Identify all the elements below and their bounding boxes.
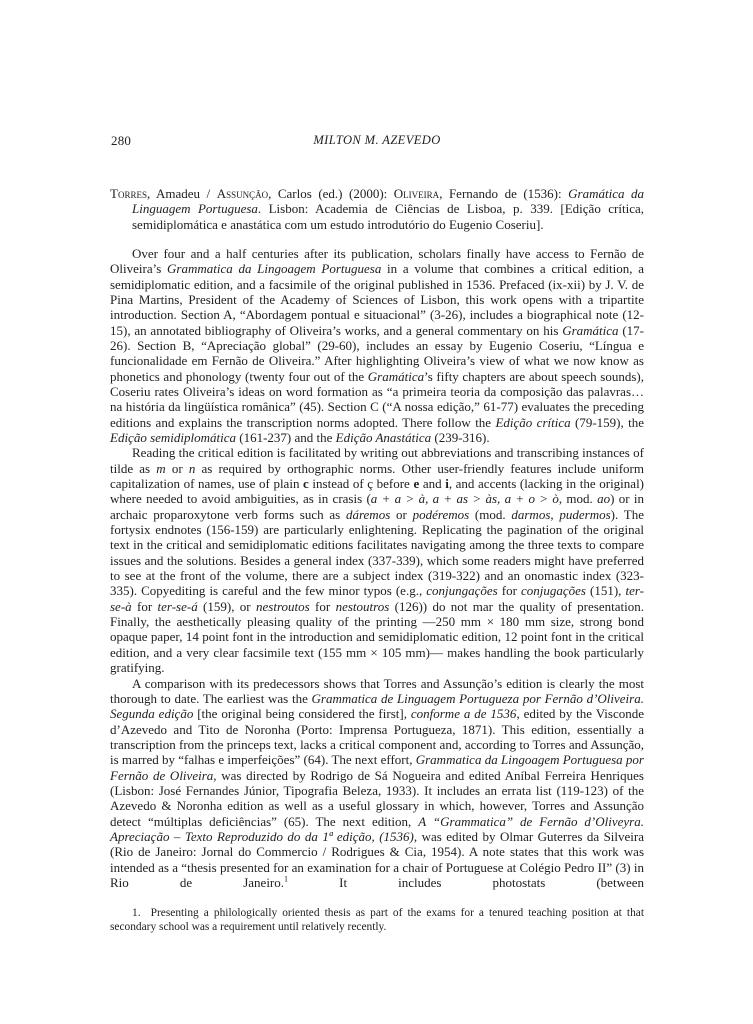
page-header: [110, 133, 644, 149]
citation-heading: Torres, Amadeu / Assunção, Carlos (ed.) (2000): Oliveira, Fernando de (1536): Gramática da Linguagem Portuguesa. Lisbon: Academia de Ciências de Lisboa, p. 339. [Edição crítica, semidiplomática e anastática com um estudo introdutório do Eugenio Coseriu].: [110, 186, 644, 232]
page-content: [110, 133, 644, 935]
body-paragraph-2: Reading the critical edition is facilitated by writing out abbreviations and transcribing instances of tilde as m or n as required by orthographic norms. Other user-friendly features include uniform capitalization of names, use of plain c instead of ç before e and i, and accents (lacking in the original) where needed to avoid ambiguities, as in crasis (a + a > à, a + as > às, a + o > ò, mod. ao) or in archaic proparoxytone verb forms such as dáremos or podéremos (mod. darmos, pudermos). The fortysix endnotes (156-159) are particularly enlightening. Replicating the pagination of the original text in the critical and semidiplomatic editions facilitates navigating among the three texts to compare issues and the solutions. Besides a general index (337-339), which some readers might have preferred to see at the front of the volume, there are a subject index (319-322) and an onomastic index (323-335). Copyediting is careful and the few minor typos (e.g., conjungações for conjugações (151), ter-se-à for ter-se-á (159), or nestroutos for nestoutros (126)) do not mar the quality of presentation. Finally, the aesthetically pleasing quality of the printing —250 mm × 180 mm size, strong bond opaque paper, 14 point font in the introduction and semidiplomatic edition, 12 point font in the critical edition, and a very clear facsimile text (155 mm × 105 mm)— makes handling the book particularly gratifying.: [110, 445, 645, 676]
review-body: [110, 246, 644, 890]
body-paragraph-3: A comparison with its predecessors shows that Torres and Assunção’s edition is clearly the most thorough to date. The earliest was the Grammatica de Linguagem Portugueza por Fernão d’Oliveira. Segunda edição [the original being considered the first], conforme a de 1536, edited by the Visconde d’Azevedo and Tito de Noronha (Porto: Imprensa Portugueza, 1871). This edition, essentially a transcription from the princeps text, lacks a critical component and, according to Torres and Assunção, is marred by “falhas e imperfeições” (64). The next effort, Grammatica da Lingoagem Portuguesa por Fernão de Oliveira, was directed by Rodrigo de Sá Nogueira and edited Aníbal Ferreira Henriques (Lisbon: José Fernandes Júnior, Tipografia Beleza, 1933). It includes an errata list (119-123) of the Azevedo & Noronha edition as well as a useful glossary in which, however, Torres and Assunção detect “múltiplas deficiências” (65). The next edition, A “Grammatica” de Fernão d’Oliveyra. Apreciação – Texto Reproduzido do da 1ª edição, (1536), was edited by Olmar Guterres da Silveira (Rio de Janeiro: Jornal do Commercio / Rodrigues & Cia, 1954). A note states that this work was intended as a “thesis presented for an examination for a chair of Portuguese at Colégio Pedro II” (3) in Rio de Janeiro.$^1$ It includes photostats (between: [110, 675, 645, 890]
footnote: 1. Presenting a philologically oriented thesis as part of the exams for a tenured teaching position at that secondary school was a requirement until relatively recently.: [110, 907, 644, 934]
running-title: MILTON M. AZEVEDO: [313, 133, 441, 147]
body-paragraph-1: Over four and a half centuries after its publication, scholars finally have access to Fernão de Oliveira’s Grammatica da Lingoagem Portuguesa in a volume that combines a critical edition, a semidiplomatic edition, and a facsimile of the original published in 1536. Prefaced (ix-xii) by J. V. de Pina Martins, President of the Academy of Sciences of Lisbon, this work opens with a tripartite introduction. Section A, “Abordagem pontual e situacional” (3-26), includes a biographical note (12-15), an annotated bibliography of Oliveira’s works, and a general commentary on his Gramática (17-26). Section B, “Apreciação global” (29-60), includes an essay by Eugenio Coseriu, “Língua e funcionalidade em Fernão de Oliveira.” After highlighting Oliveira’s view of what we now know as phonetics and phonology (twenty four out of the Gramática’s fifty chapters are about speech sounds), Coseriu rates Oliveira’s ideas on word formation as “a primeira teoria da composição das palavras… na história da lingüística românica” (45). Section C (“A nossa edição,” 61-77) evaluates the preceding editions and explains the transcription norms adopted. There follow the Edição crítica (79-159), the Edição semidiplomática (161-237) and the Edição Anastática (239-316).: [110, 245, 644, 446]
page-number: 280: [111, 133, 132, 148]
